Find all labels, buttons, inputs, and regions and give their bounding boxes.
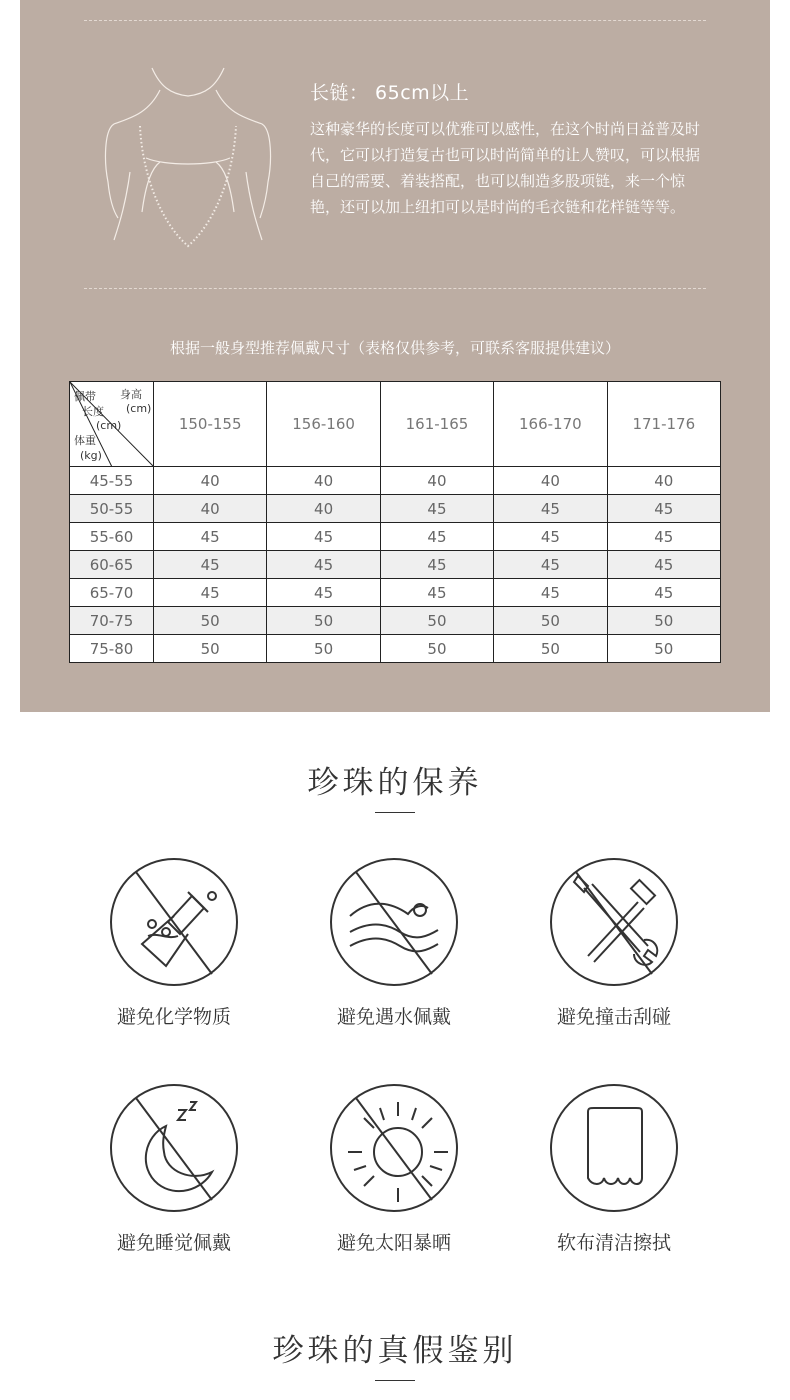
size-cell: 45 xyxy=(154,523,267,551)
no-sun-icon xyxy=(328,1082,460,1214)
care-label-cloth: 软布清洁擦拭 xyxy=(556,1232,671,1254)
size-cell: 45 xyxy=(380,523,493,551)
size-table-corner-cell xyxy=(70,382,154,467)
no-impact-icon xyxy=(548,856,680,988)
care-item-chemicals xyxy=(84,856,264,1029)
height-header: 150-155 xyxy=(154,382,267,467)
table-row xyxy=(70,551,721,579)
table-row xyxy=(70,467,721,495)
size-cell: 40 xyxy=(154,467,267,495)
size-cell: 45 xyxy=(380,579,493,607)
size-table-caption: 根据一般身型推荐佩戴尺寸（表格仅供参考，可联系客服提供建议） xyxy=(169,339,620,357)
divider-bottom xyxy=(84,288,706,289)
corner-height-unit: (cm) xyxy=(126,402,152,415)
size-cell: 45 xyxy=(494,579,607,607)
size-cell: 40 xyxy=(267,495,380,523)
size-cell: 50 xyxy=(380,607,493,635)
size-cell: 50 xyxy=(607,607,720,635)
length-info-panel xyxy=(20,0,770,712)
care-item-impact xyxy=(524,856,704,1029)
size-cell: 45 xyxy=(607,551,720,579)
size-cell: 50 xyxy=(267,635,380,663)
height-header: 156-160 xyxy=(267,382,380,467)
corner-height-label: 身高 xyxy=(120,388,142,401)
weight-cell: 50-55 xyxy=(70,495,154,523)
size-cell: 50 xyxy=(154,607,267,635)
authenticity-section-title: 珍珠的真假鉴别 xyxy=(272,1333,518,1369)
care-item-sun xyxy=(304,1082,484,1255)
table-row xyxy=(70,635,721,663)
size-cell: 40 xyxy=(494,467,607,495)
size-cell: 45 xyxy=(380,495,493,523)
size-cell: 40 xyxy=(607,467,720,495)
size-cell: 50 xyxy=(607,635,720,663)
size-cell: 45 xyxy=(607,523,720,551)
corner-length-label-1: 佩带 xyxy=(74,390,96,403)
size-cell: 45 xyxy=(267,523,380,551)
size-cell: 45 xyxy=(267,579,380,607)
size-cell: 50 xyxy=(267,607,380,635)
corner-length-label-2: 长度 xyxy=(82,405,104,418)
size-cell: 50 xyxy=(154,635,267,663)
no-sleep-icon xyxy=(108,1082,240,1214)
size-cell: 40 xyxy=(380,467,493,495)
size-cell: 50 xyxy=(380,635,493,663)
size-cell: 45 xyxy=(267,551,380,579)
weight-cell: 65-70 xyxy=(70,579,154,607)
table-row xyxy=(70,607,721,635)
soft-cloth-icon xyxy=(548,1082,680,1214)
size-cell: 40 xyxy=(267,467,380,495)
table-row xyxy=(70,495,721,523)
corner-length-unit: (cm) xyxy=(96,419,122,432)
weight-cell: 60-65 xyxy=(70,551,154,579)
size-cell: 45 xyxy=(607,495,720,523)
size-table-header-row xyxy=(70,382,721,467)
no-chemicals-icon xyxy=(108,856,240,988)
authenticity-title-underline xyxy=(375,1380,415,1381)
care-title-underline xyxy=(375,812,415,813)
corner-weight-unit: (kg) xyxy=(80,449,102,462)
weight-cell: 55-60 xyxy=(70,523,154,551)
no-water-icon xyxy=(328,856,460,988)
size-cell: 45 xyxy=(154,551,267,579)
care-label-sun: 避免太阳暴晒 xyxy=(336,1232,451,1254)
table-row xyxy=(70,579,721,607)
care-section-title: 珍珠的保养 xyxy=(307,765,483,801)
size-cell: 45 xyxy=(607,579,720,607)
necklace-on-bust-illustration xyxy=(100,62,275,252)
size-cell: 40 xyxy=(154,495,267,523)
size-cell: 45 xyxy=(494,495,607,523)
chain-description: 这种豪华的长度可以优雅可以感性，在这个时尚日益普及时代，它可以打造复古也可以时尚简单的让人赞叹，可以根据自己的需要、着装搭配，也可以制造多股项链，来一个惊艳，还可以加上纽扣可以是时尚的毛衣链和花样链等等。 xyxy=(310,120,701,216)
care-item-water xyxy=(304,856,484,1029)
weight-cell: 70-75 xyxy=(70,607,154,635)
height-header: 166-170 xyxy=(494,382,607,467)
size-cell: 45 xyxy=(154,579,267,607)
height-header: 161-165 xyxy=(380,382,493,467)
size-cell: 50 xyxy=(494,607,607,635)
height-header: 171-176 xyxy=(607,382,720,467)
weight-cell: 75-80 xyxy=(70,635,154,663)
size-cell: 45 xyxy=(494,551,607,579)
size-cell: 45 xyxy=(380,551,493,579)
size-cell: 50 xyxy=(494,635,607,663)
care-label-impact: 避免撞击刮碰 xyxy=(556,1006,671,1028)
care-label-sleep: 避免睡觉佩戴 xyxy=(116,1232,231,1254)
care-item-sleep xyxy=(84,1082,264,1255)
weight-cell: 45-55 xyxy=(70,467,154,495)
chain-title: 长链： 65cm以上 xyxy=(310,82,470,104)
divider-top xyxy=(84,20,706,21)
table-row xyxy=(70,523,721,551)
care-label-water: 避免遇水佩戴 xyxy=(336,1006,451,1028)
care-item-cloth xyxy=(524,1082,704,1255)
size-table xyxy=(69,381,721,663)
size-cell: 45 xyxy=(494,523,607,551)
care-label-chemicals: 避免化学物质 xyxy=(116,1006,231,1028)
corner-weight-label: 体重 xyxy=(74,434,96,447)
